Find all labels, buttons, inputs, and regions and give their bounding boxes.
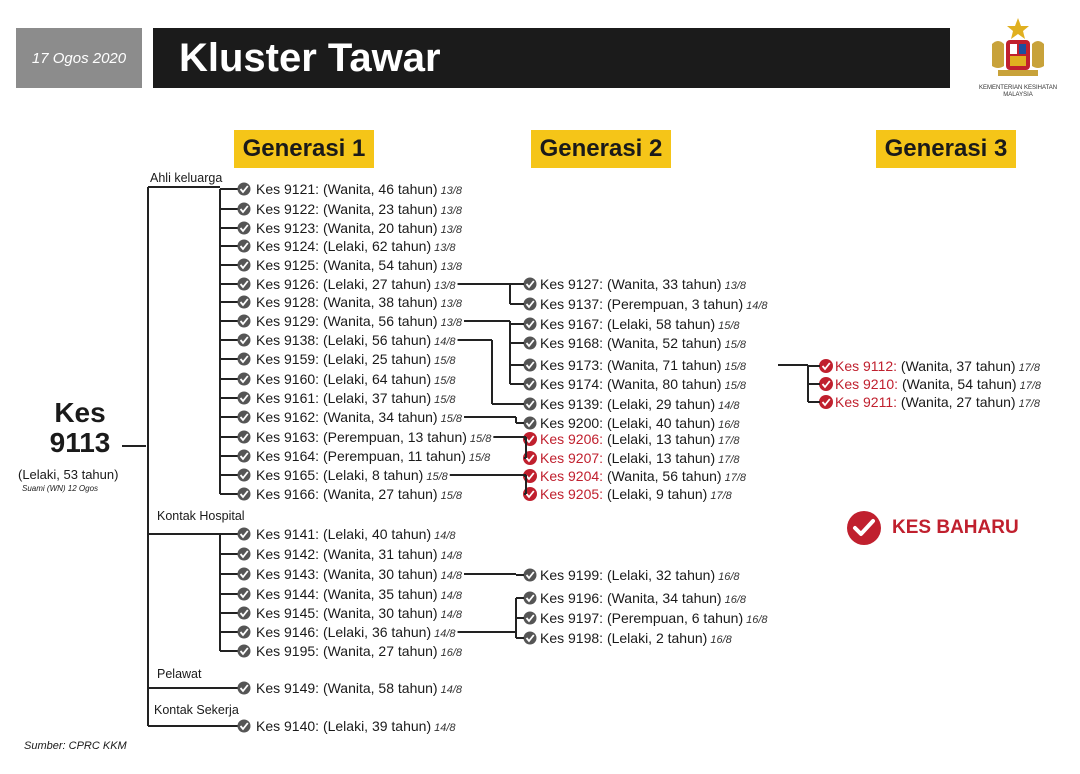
check-icon [238, 645, 251, 658]
case-date: 15/8 [724, 380, 747, 392]
gen2-case-14 [540, 610, 768, 628]
case-code: Kes 9173: [540, 357, 607, 373]
new-case-check-icon [846, 510, 882, 546]
case-code: Kes 9210: [835, 376, 902, 392]
case-code: Kes 9144: [256, 586, 323, 602]
case-code: Kes 9204: [540, 468, 607, 484]
gen2-case-10 [540, 468, 746, 486]
case-date: 13/8 [440, 205, 463, 217]
case-desc: (Perempuan, 13 tahun) [322, 429, 467, 445]
gen2-case-13 [540, 590, 746, 608]
case-desc: (Wanita, 27 tahun) [322, 486, 438, 502]
case-code: Kes 9165: [256, 467, 323, 483]
check-icon [524, 592, 537, 605]
generation-2-tag: Generasi 2 [531, 130, 671, 168]
check-icon [238, 431, 251, 444]
case-desc: (Lelaki, 8 tahun) [322, 467, 424, 483]
case-date: 14/8 [440, 609, 463, 621]
case-code: Kes 9211: [835, 394, 901, 410]
check-icon [524, 398, 537, 411]
check-icon [238, 203, 251, 216]
check-icon [524, 278, 537, 291]
gen1-case-23 [256, 643, 462, 661]
new-case-check-icon [819, 359, 833, 373]
case-desc: (Lelaki, 40 tahun) [322, 526, 432, 542]
gen1-case-8 [256, 332, 456, 350]
case-code: Kes 9129: [256, 313, 323, 329]
check-icon [238, 315, 251, 328]
case-code: Kes 9161: [256, 390, 323, 406]
legend [846, 510, 1019, 546]
case-desc: (Wanita, 54 tahun) [322, 257, 438, 273]
gen2-case-6 [540, 396, 740, 414]
case-desc: (Lelaki, 37 tahun) [322, 390, 432, 406]
case-code: Kes 9198: [540, 630, 607, 646]
check-icon [238, 334, 251, 347]
gen1-case-24 [256, 680, 462, 698]
case-desc: (Lelaki, 40 tahun) [606, 415, 716, 431]
gen2-case-15 [540, 630, 732, 648]
case-desc: (Wanita, 20 tahun) [322, 220, 438, 236]
group-label-coworker: Kontak Sekerja [154, 703, 239, 717]
check-icon [524, 337, 537, 350]
case-code: Kes 9139: [540, 396, 607, 412]
case-desc: (Lelaki, 64 tahun) [322, 371, 432, 387]
gen2-case-5 [540, 376, 746, 394]
gen1-case-21 [256, 605, 462, 623]
case-code: Kes 9167: [540, 316, 607, 332]
check-icon [524, 569, 537, 582]
check-icon [238, 488, 251, 501]
case-desc: (Wanita, 58 tahun) [322, 680, 438, 696]
gen1-case-3 [256, 238, 456, 256]
gen2-case-4 [540, 357, 746, 375]
check-icon [238, 528, 251, 541]
case-desc: (Perempuan, 11 tahun) [322, 448, 466, 464]
case-date: 14/8 [434, 530, 456, 542]
case-date: 17/8 [724, 472, 747, 484]
case-code: Kes 9142: [256, 546, 323, 562]
case-code: Kes 9174: [540, 376, 607, 392]
check-icon [238, 392, 251, 405]
gen1-case-2 [256, 220, 462, 238]
case-date: 17/8 [718, 435, 740, 447]
check-icon [524, 417, 537, 430]
case-date: 13/8 [440, 317, 463, 329]
check-icon [524, 318, 537, 331]
check-icon [238, 411, 251, 424]
gen2-case-0 [540, 276, 746, 294]
case-date: 15/8 [434, 375, 456, 387]
case-code: Kes 9137: [540, 296, 607, 312]
case-desc: (Wanita, 30 tahun) [322, 566, 438, 582]
gen1-case-6 [256, 294, 462, 312]
check-icon [238, 588, 251, 601]
gen1-case-10 [256, 371, 456, 389]
check-icon [238, 296, 251, 309]
case-date: 15/8 [468, 452, 491, 464]
gen3-case-1 [835, 376, 1041, 394]
check-icon [238, 568, 251, 581]
case-code: Kes 9141: [256, 526, 323, 542]
check-icon [238, 682, 251, 695]
gen2-case-2 [540, 316, 740, 334]
case-desc: (Lelaki, 32 tahun) [606, 567, 716, 583]
group-label-visitor: Pelawat [157, 667, 202, 681]
check-icon [524, 298, 537, 311]
gen2-case-11 [540, 486, 732, 504]
check-icon [238, 353, 251, 366]
case-desc: (Lelaki, 13 tahun) [606, 431, 716, 447]
case-date: 15/8 [434, 355, 456, 367]
gen1-case-14 [256, 448, 490, 466]
new-case-check-icon [819, 395, 833, 409]
page-title: Kluster Tawar [153, 28, 950, 88]
case-code: Kes 9162: [256, 409, 323, 425]
check-icon [238, 548, 251, 561]
case-date: 15/8 [440, 490, 463, 502]
case-date: 16/8 [440, 647, 463, 659]
check-icon [238, 450, 251, 463]
check-icon [238, 626, 251, 639]
check-icon [524, 612, 537, 625]
case-desc: (Perempuan, 6 tahun) [606, 610, 744, 626]
case-date: 13/8 [440, 185, 463, 197]
case-code: Kes 9163: [256, 429, 323, 445]
case-date: 13/8 [434, 242, 456, 254]
case-code: Kes 9125: [256, 257, 323, 273]
gen1-case-25 [256, 718, 456, 736]
case-desc: (Perempuan, 3 tahun) [606, 296, 744, 312]
case-date: 16/8 [718, 419, 740, 431]
case-date: 17/8 [718, 454, 740, 466]
check-icon [238, 607, 251, 620]
case-code: Kes 9146: [256, 624, 323, 640]
case-date: 16/8 [710, 634, 732, 646]
check-icon [238, 183, 251, 196]
gen2-case-3 [540, 335, 746, 353]
case-code: Kes 9123: [256, 220, 323, 236]
gen1-case-12 [256, 409, 462, 427]
gen1-case-11 [256, 390, 456, 408]
case-desc: (Wanita, 34 tahun) [322, 409, 438, 425]
case-desc: (Lelaki, 62 tahun) [322, 238, 432, 254]
case-desc: (Wanita, 38 tahun) [322, 294, 438, 310]
gen1-case-0 [256, 181, 462, 199]
case-desc: (Lelaki, 25 tahun) [322, 351, 432, 367]
case-date: 14/8 [434, 336, 456, 348]
case-desc: (Wanita, 56 tahun) [322, 313, 438, 329]
root-case-sub: Suami (WN) 12 Ogos [22, 484, 99, 493]
case-code: Kes 9205: [540, 486, 607, 502]
case-desc: (Wanita, 71 tahun) [606, 357, 722, 373]
gen1-case-17 [256, 526, 456, 544]
source-note: Sumber: CPRC KKM [24, 740, 127, 752]
gen1-case-13 [256, 429, 491, 447]
case-code: Kes 9143: [256, 566, 323, 582]
root-case-code: Kes 9113 [49, 397, 111, 458]
case-code: Kes 9166: [256, 486, 323, 502]
case-date: 17/8 [1019, 380, 1042, 392]
check-icon [524, 378, 537, 391]
case-date: 13/8 [440, 261, 463, 273]
case-code: Kes 9112: [835, 358, 901, 374]
gen1-case-4 [256, 257, 462, 275]
case-desc: (Wanita, 30 tahun) [322, 605, 438, 621]
case-code: Kes 9199: [540, 567, 607, 583]
case-date: 14/8 [440, 570, 463, 582]
case-desc: (Wanita, 23 tahun) [322, 201, 438, 217]
case-code: Kes 9127: [540, 276, 607, 292]
case-date: 16/8 [718, 571, 740, 583]
case-date: 14/8 [718, 400, 740, 412]
case-date: 15/8 [426, 471, 448, 483]
gen1-case-20 [256, 586, 462, 604]
case-desc: (Lelaki, 29 tahun) [606, 396, 716, 412]
check-icon [238, 373, 251, 386]
gen2-case-12 [540, 567, 740, 585]
case-desc: (Wanita, 35 tahun) [322, 586, 438, 602]
case-code: Kes 9149: [256, 680, 323, 696]
case-code: Kes 9196: [540, 590, 607, 606]
case-code: Kes 9168: [540, 335, 607, 351]
gen1-case-1 [256, 201, 462, 219]
case-date: 17/8 [1018, 362, 1040, 374]
gen1-case-22 [256, 624, 456, 642]
check-icon [238, 469, 251, 482]
gen1-case-19 [256, 566, 462, 584]
case-desc: (Wanita, 33 tahun) [606, 276, 722, 292]
case-desc: (Lelaki, 39 tahun) [322, 718, 432, 734]
case-date: 16/8 [724, 594, 747, 606]
case-code: Kes 9122: [256, 201, 323, 217]
case-desc: (Lelaki, 58 tahun) [606, 316, 716, 332]
case-desc: (Wanita, 80 tahun) [606, 376, 722, 392]
case-desc: (Wanita, 31 tahun) [322, 546, 438, 562]
case-desc: (Wanita, 56 tahun) [606, 468, 722, 484]
case-desc: (Wanita, 27 tahun) [322, 643, 438, 659]
gen1-case-18 [256, 546, 462, 564]
case-date: 15/8 [434, 394, 456, 406]
root-case-desc: (Lelaki, 53 tahun) [18, 467, 119, 482]
case-date: 14/8 [440, 590, 463, 602]
case-date: 16/8 [746, 614, 768, 626]
check-icon [238, 278, 251, 291]
case-date: 13/8 [434, 280, 456, 292]
case-date: 14/8 [434, 722, 456, 734]
case-desc: (Lelaki, 27 tahun) [322, 276, 432, 292]
case-desc: (Wanita, 34 tahun) [606, 590, 722, 606]
case-code: Kes 9126: [256, 276, 323, 292]
case-desc: (Wanita, 46 tahun) [322, 181, 438, 197]
case-code: Kes 9140: [256, 718, 323, 734]
case-code: Kes 9200: [540, 415, 607, 431]
case-date: 17/8 [710, 490, 732, 502]
case-date: 15/8 [469, 433, 492, 445]
case-code: Kes 9164: [256, 448, 323, 464]
case-code: Kes 9145: [256, 605, 323, 621]
case-code: Kes 9121: [256, 181, 323, 197]
gen3-case-2 [835, 394, 1040, 412]
case-desc: (Wanita, 37 tahun) [900, 358, 1016, 374]
gen2-case-9 [540, 450, 740, 468]
case-code: Kes 9197: [540, 610, 607, 626]
date-label: 17 Ogos 2020 [16, 28, 142, 88]
case-desc: (Lelaki, 9 tahun) [606, 486, 708, 502]
case-code: Kes 9138: [256, 332, 323, 348]
case-date: 14/8 [746, 300, 768, 312]
new-case-check-icon [819, 377, 833, 391]
generation-1-tag: Generasi 1 [234, 130, 374, 168]
check-icon [238, 259, 251, 272]
case-code: Kes 9206: [540, 431, 607, 447]
case-date: 13/8 [724, 280, 747, 292]
case-date: 15/8 [440, 413, 463, 425]
case-desc: (Lelaki, 13 tahun) [606, 450, 716, 466]
case-date: 14/8 [440, 684, 463, 696]
case-date: 15/8 [724, 339, 747, 351]
case-desc: (Lelaki, 2 tahun) [606, 630, 708, 646]
generation-3-tag: Generasi 3 [876, 130, 1016, 168]
case-date: 14/8 [434, 628, 456, 640]
check-icon [238, 222, 251, 235]
gen2-case-8 [540, 431, 740, 449]
case-desc: (Wanita, 27 tahun) [900, 394, 1016, 410]
legend-label: KES BAHARU [892, 517, 1019, 538]
check-icon [524, 359, 537, 372]
case-date: 17/8 [1018, 398, 1040, 410]
case-date: 13/8 [440, 298, 463, 310]
case-desc: (Wanita, 52 tahun) [606, 335, 722, 351]
case-date: 15/8 [724, 361, 747, 373]
gen1-case-15 [256, 467, 448, 485]
check-icon [524, 632, 537, 645]
check-icon [238, 720, 251, 733]
gen1-case-5 [256, 276, 456, 294]
group-label-family: Ahli keluarga [150, 171, 223, 185]
case-code: Kes 9124: [256, 238, 323, 254]
gen1-case-9 [256, 351, 456, 369]
case-code: Kes 9160: [256, 371, 323, 387]
gen2-case-1 [540, 296, 768, 314]
case-code: Kes 9128: [256, 294, 323, 310]
case-date: 14/8 [440, 550, 463, 562]
case-desc: (Lelaki, 36 tahun) [322, 624, 432, 640]
case-desc: (Lelaki, 56 tahun) [322, 332, 432, 348]
case-date: 13/8 [440, 224, 463, 236]
case-code: Kes 9159: [256, 351, 323, 367]
gen3-case-0 [835, 358, 1040, 376]
case-desc: (Wanita, 54 tahun) [901, 376, 1017, 392]
case-date: 15/8 [718, 320, 740, 332]
case-code: Kes 9207: [540, 450, 607, 466]
gen1-case-16 [256, 486, 462, 504]
logo-text: KEMENTERIAN KESIHATAN MALAYSIA [978, 85, 1058, 98]
case-code: Kes 9195: [256, 643, 323, 659]
check-icon [238, 240, 251, 253]
group-label-hospital: Kontak Hospital [157, 509, 245, 523]
gen1-case-7 [256, 313, 462, 331]
